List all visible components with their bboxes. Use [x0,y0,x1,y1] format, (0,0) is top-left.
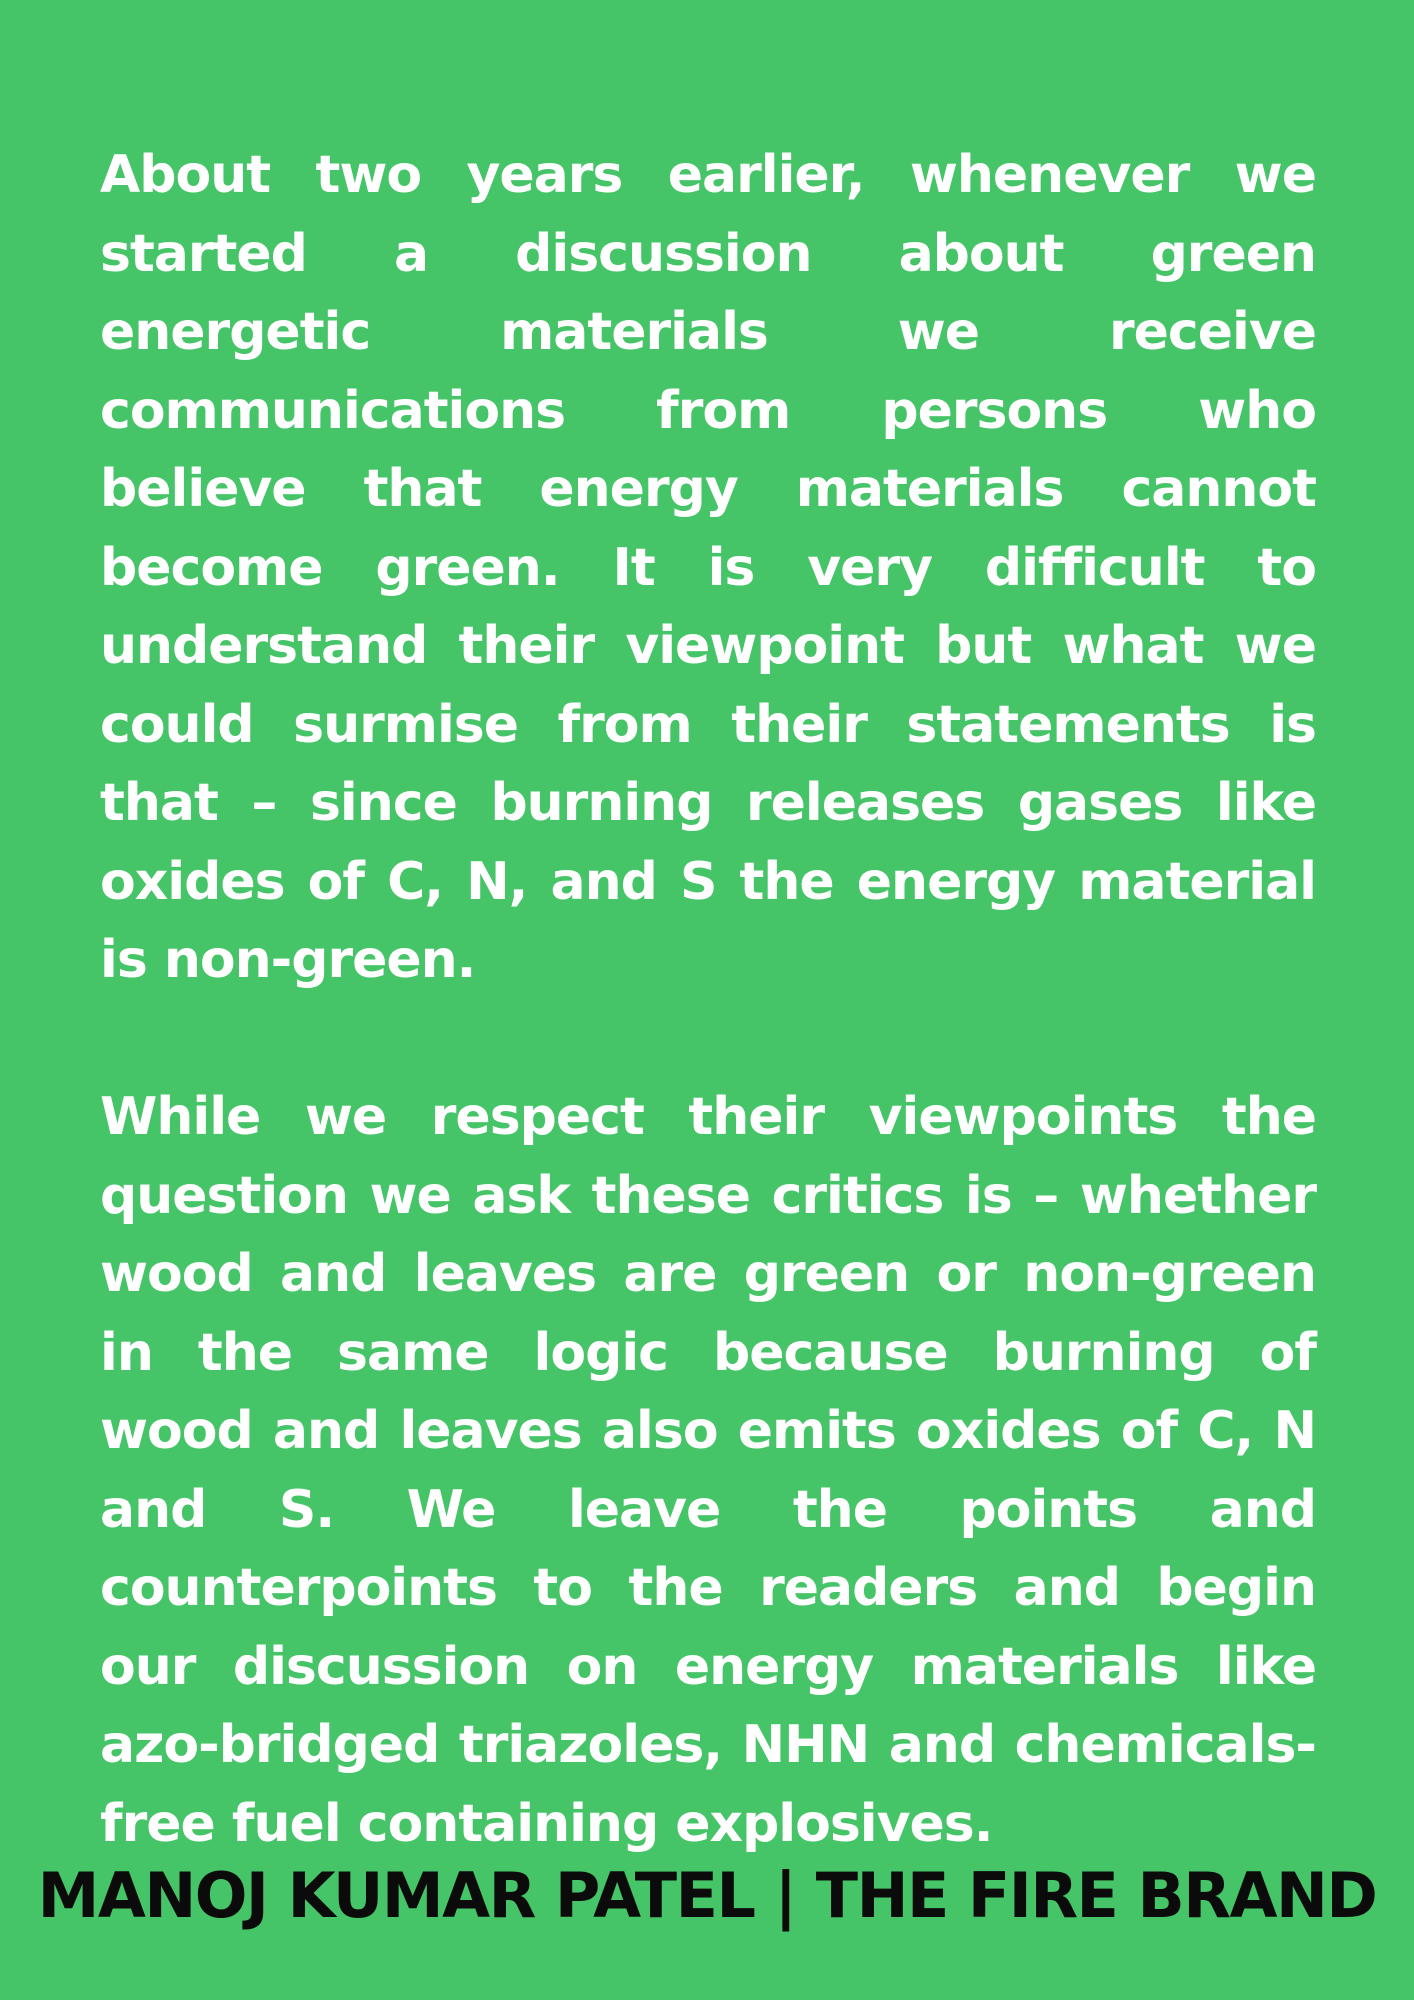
paragraph-1: About two years earlier, whenever we started a discussion about green energetic materials we receive communications from persons who believe that energy materials cannot become green. It is very difficult to understand their viewpoint but what we could surmise from their statements is that – since burning releases gases like oxides of C, N, and S the energy material is non-green. [100,145,1316,990]
author-footer: MANOJ KUMAR PATEL | THE FIRE BRAND [37,1859,1377,1932]
body-text [100,136,1316,1863]
paragraph-2: While we respect their viewpoints the question we ask these critics is – whether wood and leaves are green or non-green in the same logic because burning of wood and leaves also emits oxides of C, N and S. We leave the points and counterpoints to the readers and begin our discussion on energy materials like azo-bridged triazoles, NHN and chemicals-free fuel containing explosives. [100,1087,1316,1854]
